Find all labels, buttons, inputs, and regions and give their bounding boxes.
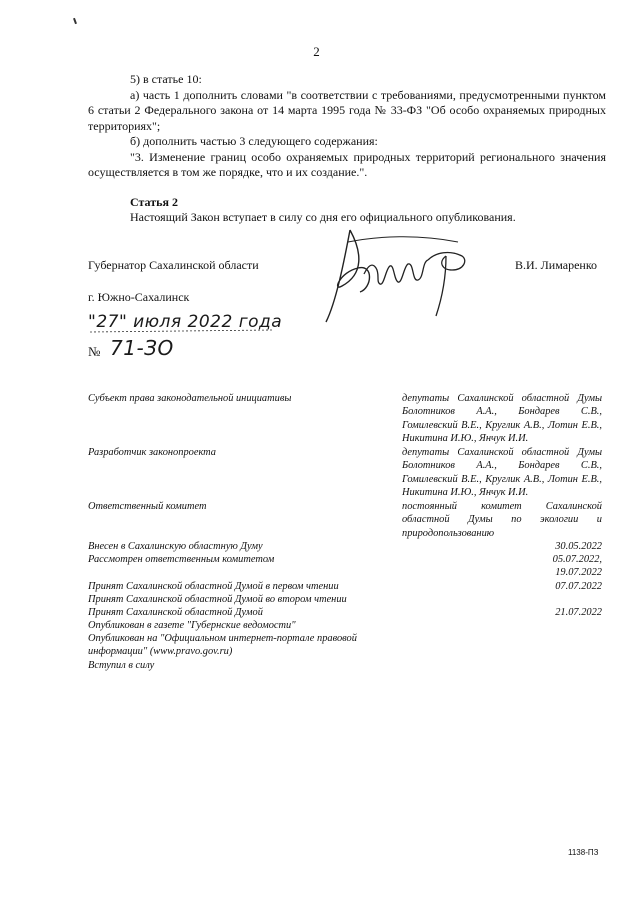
scan-mark: [73, 18, 77, 24]
submitted-date: 30.05.2022: [555, 541, 602, 552]
second-reading-label: Принят Сахалинской областной Думой во втором чтении: [88, 594, 347, 605]
article-2-title: Статья 2: [130, 194, 178, 209]
clause-5a: а) часть 1 дополнить словами "в соответствии с требованиями, предусмотренными пунктом 6 статьи 2 Федерального закона от 14 марта 1995 года № 33-ФЗ "Об особо охраняемых природных территориях";: [88, 87, 606, 133]
reviewed-date-2: 19.07.2022: [555, 567, 602, 578]
document-code: 1138-ПЗ: [568, 848, 599, 857]
adopted-label: Принят Сахалинской областной Думой: [88, 607, 263, 618]
published-gazette-label: Опубликован в газете "Губернские ведомости": [88, 620, 296, 631]
adopted-date: 21.07.2022: [555, 607, 602, 618]
developer-value: депутаты Сахалинской областной Думы Болотников А.А., Бондарев С.В., Гомилевский В.Е., Круглик А.В., Лотин Е.В., Никитина И.Ю., Янчук И.И.: [402, 447, 602, 499]
handwritten-date: "27" июля 2022 года: [88, 312, 283, 332]
clause-5b: б) дополнить частью 3 следующего содержания:: [130, 134, 378, 148]
law-text: [88, 72, 606, 226]
governor-name: В.И. Лимаренко: [515, 258, 598, 272]
committee-label: Ответственный комитет: [88, 501, 207, 512]
governor-position: Губернатор Сахалинской области: [88, 258, 259, 272]
governor-signature: [318, 222, 478, 332]
submitted-label: Внесен в Сахалинскую областную Думу: [88, 541, 263, 552]
developer-label: Разработчик законопроекта: [88, 447, 216, 458]
initiative-value: депутаты Сахалинской областной Думы Болотников А.А., Бондарев С.В., Гомилевский В.Е., Круглик А.В., Лотин Е.В., Никитина И.Ю., Янчук И.И.: [402, 393, 602, 445]
committee-value: постоянный комитет Сахалинской областной Думы по экологии и природопользованию: [402, 501, 602, 539]
number-prefix: №: [88, 344, 101, 359]
reviewed-date-1: 05.07.2022,: [552, 554, 602, 565]
first-reading-date: 07.07.2022: [555, 581, 602, 592]
in-force-label: Вступил в силу: [88, 660, 155, 671]
date-underline: [88, 326, 273, 334]
page-number: 2: [313, 44, 320, 59]
published-portal-label: Опубликован на "Официальном интернет-портале правовой информации" (www.pravo.gov.ru): [88, 633, 357, 658]
clause-5b-text: "3. Изменение границ особо охраняемых природных территорий регионального значения осуществляется в том же порядке, что и их создание.".: [88, 149, 606, 179]
clause-5: 5) в статье 10:: [130, 72, 202, 86]
city: г. Южно-Сахалинск: [88, 290, 190, 304]
article-2-text: Настоящий Закон вступает в силу со дня его официального опубликования.: [130, 210, 516, 224]
handwritten-number: 71-ЗО: [110, 336, 174, 360]
initiative-label: Субъект права законодательной инициативы: [88, 393, 292, 404]
reviewed-label: Рассмотрен ответственным комитетом: [88, 554, 275, 565]
first-reading-label: Принят Сахалинской областной Думой в первом чтении: [88, 581, 339, 592]
